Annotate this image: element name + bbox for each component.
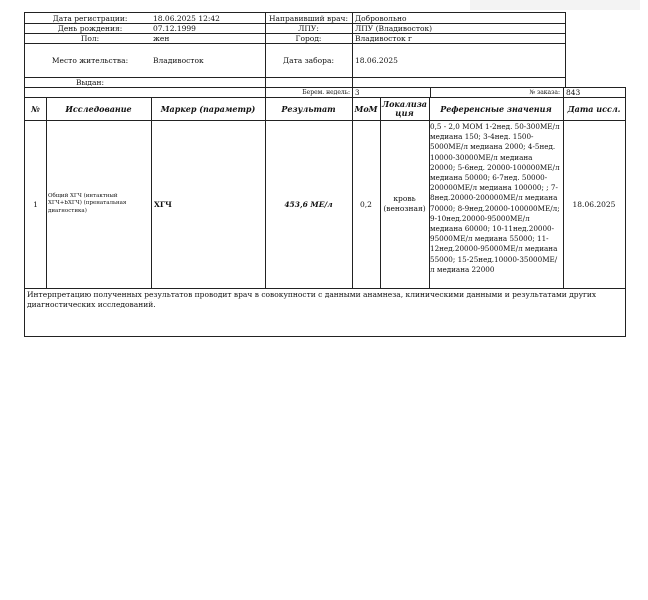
collect-value: 18.06.2025 xyxy=(355,55,398,65)
city-value: Владивосток г xyxy=(355,33,412,43)
row-result: 453,6 МЕ/л xyxy=(284,199,333,209)
lpu-value: ЛПУ (Владивосток) xyxy=(355,23,433,33)
lpu-label: ЛПУ: xyxy=(298,23,319,33)
row-number: 1 xyxy=(33,199,38,209)
pregnancy-label: Берем. недель: xyxy=(302,89,350,96)
birth-value: 07.12.1999 xyxy=(153,23,196,33)
pregnancy-value: 3 xyxy=(355,88,360,97)
order-value: 843 xyxy=(566,88,581,97)
row-reference-values: 0,5 - 2,0 МОМ 1-2нед. 50-300МЕ/л медиана 150; 3-4нед. 1500-5000МЕ/л медиана 2000; 4-5нед. 10000-30000МЕ/л медиана 20000; 5-6нед. 20000-100000МЕ/л медиана 50000; 6-7нед. 50000-200000МЕ/л медиана 100000; ; 7-8нед.20000-200000МЕ/л медиана 70000; 8-9нед.20000-100000МЕ/л; 9-10нед.20000-95000МЕ/л медиана 60000; 10-11нед.20000-95000МЕ/л медиана 55000; 11-12нед.20000-95000МЕ/л медиана 55000; 15-25нед.10000-35000МЕ/л медиана 22000 xyxy=(430,122,560,274)
top-cropped-strip xyxy=(470,0,640,10)
col-header-location: Локализа ция xyxy=(382,99,427,118)
interpretation-note: Интерпретацию полученных результатов проводит врач в совокупности с данными анамнеза, клиническими данными и результатами других диагностических исследований. xyxy=(27,290,597,309)
doctor-label: Направивший врач: xyxy=(268,13,349,23)
sex-value: жен xyxy=(153,33,170,43)
col-header-date: Дата иссл. xyxy=(567,104,621,114)
residence-value: Владивосток xyxy=(153,55,204,65)
results-table xyxy=(24,97,626,337)
reg-date-value: 18.06.2025 12:42 xyxy=(153,13,220,23)
col-header-marker: Маркер (параметр) xyxy=(160,104,256,114)
row-location: кровь (венозная) xyxy=(383,194,426,213)
row-mom: 0,2 xyxy=(360,199,372,209)
col-header-study: Исследование xyxy=(65,104,132,114)
row-date: 18.06.2025 xyxy=(572,199,616,209)
col-header-number: № xyxy=(31,104,40,114)
order-label: № заказа: xyxy=(529,89,560,96)
col-header-reference: Референсные значения xyxy=(440,104,552,114)
doctor-value: Добровольно xyxy=(355,13,407,23)
sex-label: Пол: xyxy=(80,33,100,43)
city-label: Город: xyxy=(295,33,322,43)
birth-label: День рождения: xyxy=(57,23,123,33)
issued-label: Выдан: xyxy=(75,77,105,87)
reg-date-label: Дата регистрации: xyxy=(52,13,128,23)
patient-header xyxy=(24,12,566,88)
residence-label: Место жительства: xyxy=(51,55,129,65)
col-header-result: Результат xyxy=(281,104,336,114)
col-header-mom: МоМ xyxy=(354,104,378,114)
row-study: Общий ХГЧ (интактный ХГЧ+bХГЧ) (пренатальная диагностика) xyxy=(48,192,127,214)
collect-label: Дата забора: xyxy=(283,55,334,65)
row-marker: ХГЧ xyxy=(154,199,172,209)
